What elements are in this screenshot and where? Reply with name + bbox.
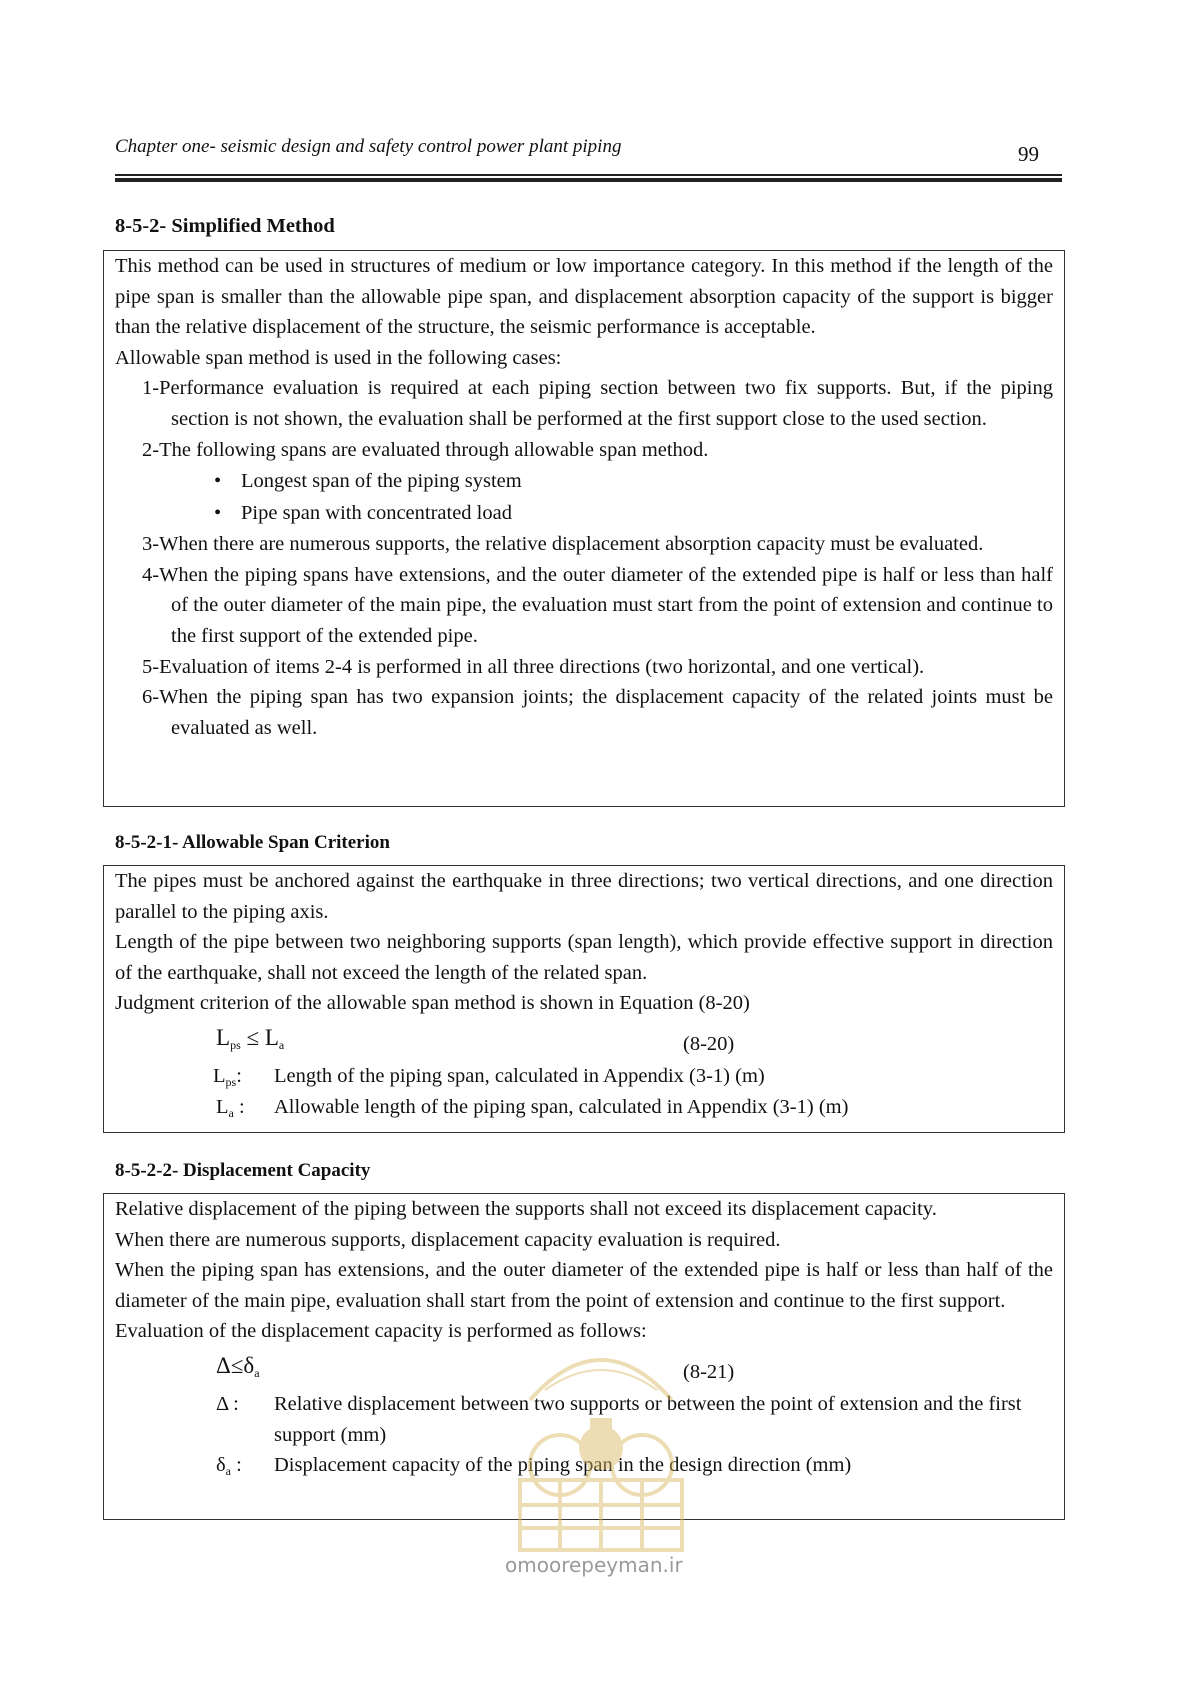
case-item-3: 3-When there are numerous supports, the relative displacement absorption capacity must be evaluated. xyxy=(142,533,984,556)
case-item-6: 6-When the piping span has two expansion joints; the displacement capacity of the related joints must be evaluated as well. xyxy=(142,686,1053,739)
section-heading-allowable-span: 8-5-2-1- Allowable Span Criterion xyxy=(115,832,390,853)
case-item-2: 2-The following spans are evaluated through allowable span method. xyxy=(142,438,709,461)
symbol-la: $L_a$ : xyxy=(216,1095,245,1120)
definition-text: Relative displacement between two supports or between the point of extension and the first support (mm) xyxy=(274,1392,1022,1446)
watermark-logo-icon xyxy=(490,1330,712,1562)
definition-text: Length of the piping span, calculated in Appendix (3-1) (m) xyxy=(274,1064,765,1087)
cases-intro: Allowable span method is used in the following cases: xyxy=(115,346,562,369)
para-evaluation: Evaluation of the displacement capacity is performed as follows: xyxy=(115,1320,647,1343)
para-numerous-supports: When there are numerous supports, displacement capacity evaluation is required. xyxy=(115,1228,781,1251)
header-rule-thin xyxy=(115,174,1062,176)
para-span-length: Length of the pipe between two neighboring supports (span length), which provide effective support in direction of the earthquake, shall not exceed the length of the related span. xyxy=(115,931,1053,984)
running-header-title: Chapter one- seismic design and safety control power plant piping xyxy=(115,136,622,157)
equation-lhs: $\Delta\le\delta_a$ xyxy=(216,1352,260,1380)
page-number: 99 xyxy=(1018,142,1039,166)
case-item-4: 4-When the piping spans have extensions, and the outer diameter of the extended pipe is half or less than half of the outer diameter of the main pipe, the evaluation must start from the point of extension and continue to the first support of the extended pipe. xyxy=(142,563,1053,647)
equation-lhs: $L_{ps} \le L_a$ xyxy=(216,1024,285,1052)
para-relative-displacement: Relative displacement of the piping between the supports shall not exceed its displacement capacity. xyxy=(115,1198,937,1220)
case-item-1: 1-Performance evaluation is required at each piping section between two fix supports. But, if the piping section is not shown, the evaluation shall be performed at the first support close to the used section. xyxy=(142,377,1053,430)
bullet-item-concentrated-load: • Pipe span with concentrated load xyxy=(104,497,1064,529)
para-extensions: When the piping span has extensions, and the outer diameter of the extended pipe is half or less than half of the diameter of the main pipe, evaluation shall start from the point of extension and continue to the first support. xyxy=(115,1259,1053,1312)
symbol-delta-a: $\delta_a$ : xyxy=(216,1454,242,1479)
section-heading-displacement-capacity: 8-5-2-2- Displacement Capacity xyxy=(115,1160,371,1181)
definition-text: Displacement capacity of the piping span in the design direction (mm) xyxy=(274,1454,852,1477)
symbol-delta: Δ : xyxy=(216,1392,239,1415)
definition-text: Allowable length of the piping span, calculated in Appendix (3-1) (m) xyxy=(274,1095,849,1118)
intro-paragraph: This method can be used in structures of medium or low importance category. In this method if the length of the pipe span is smaller than the allowable pipe span, and displacement absorption capacity of the support is bigger than the relative displacement of the structure, the seismic performance is acceptable. xyxy=(115,255,1053,339)
equation-number: (8-21) xyxy=(683,1360,735,1383)
para-judgment: Judgment criterion of the allowable span method is shown in Equation (8-20) xyxy=(115,992,750,1015)
bullet-item-longest-span: • Longest span of the piping system xyxy=(104,465,1064,497)
section-heading-simplified-method: 8-5-2- Simplified Method xyxy=(115,215,335,237)
para-anchoring: The pipes must be anchored against the earthquake in three directions; two vertical directions, and one direction parallel to the piping axis. xyxy=(115,870,1053,923)
definition-la xyxy=(104,1092,1064,1123)
watermark-url: omoorepeyman.ir xyxy=(505,1553,683,1577)
symbol-lps: $L_{ps}$: xyxy=(213,1064,242,1089)
definition-lps xyxy=(104,1061,1064,1092)
span-bullet-list xyxy=(104,465,1064,529)
equation-number: (8-20) xyxy=(683,1032,735,1055)
header-rule-thick xyxy=(115,178,1062,182)
case-item-5: 5-Evaluation of items 2-4 is performed in all three directions (two horizontal, and one vertical). xyxy=(142,655,925,678)
equation-8-20 xyxy=(104,1023,1064,1059)
simplified-method-box xyxy=(103,250,1065,807)
allowable-span-box xyxy=(103,865,1065,1133)
